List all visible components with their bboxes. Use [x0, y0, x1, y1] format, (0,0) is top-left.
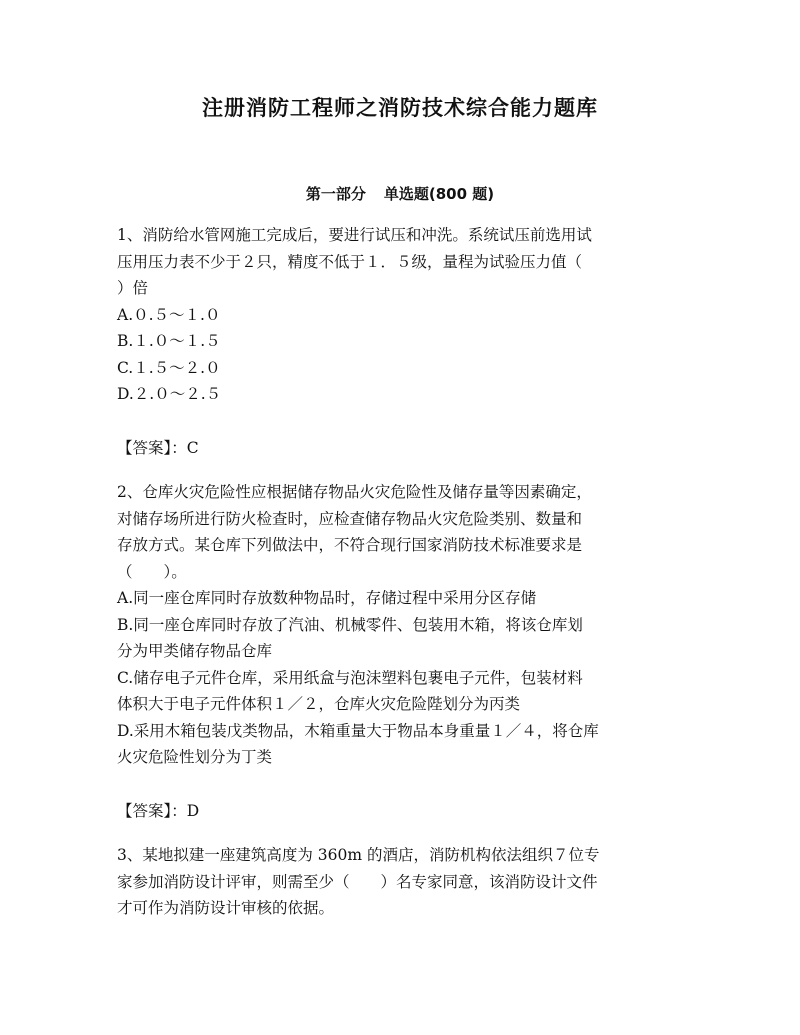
option-d: D.２.０～２.５	[117, 385, 222, 403]
option-d: D.采用木箱包装戊类物品，木箱重量大于物品本身重量１／４，将仓库	[117, 721, 599, 740]
question-stem-line: 1、消防给水管网施工完成后，要进行试压和冲洗。系统试压前选用试	[117, 226, 592, 244]
option-c: C.１.５～２.０	[117, 358, 221, 377]
question-1	[117, 222, 687, 461]
option-b: B.１.０～１.５	[117, 332, 221, 350]
question-stem-line: 才可作为消防设计审核的依据。	[117, 899, 335, 917]
section-name: 单选题(800 题)	[383, 185, 495, 203]
question-stem-line: 家参加消防设计评审，则需至少（ ）名专家同意，该消防设计文件	[117, 872, 598, 891]
document-title: 注册消防工程师之消防技术综合能力题库	[202, 96, 598, 120]
question-3	[117, 842, 687, 922]
section-heading	[0, 183, 800, 204]
question-stem-line: 压用压力表不少于２只，精度不低于１．５级，量程为试验压力值（	[117, 252, 583, 271]
option-d-continued: 火灾危险性划分为丁类	[117, 748, 273, 766]
question-stem-line: 3、某地拟建一座建筑高度为 360m 的酒店，消防机构依法组织７位专	[117, 846, 600, 864]
answer-value: C	[186, 438, 199, 457]
answer-value: D	[186, 801, 200, 820]
question-stem-line: 2、仓库火灾危险性应根据储存物品火灾危险性及储存量等因素确定，	[117, 483, 592, 501]
answer-label: 【答案】：	[117, 438, 187, 457]
question-2	[117, 479, 687, 824]
question-stem-line: 存放方式。某仓库下列做法中，不符合现行国家消防技术标准要求是	[117, 536, 583, 554]
question-stem-line: （ ）。	[117, 562, 187, 581]
answer-line	[117, 435, 687, 462]
question-stem-line: ）倍	[117, 279, 149, 297]
option-b: B.同一座仓库同时存放了汽油、机械零件、包装用木箱，将该仓库划	[117, 615, 583, 634]
question-stem-line: 对储存场所进行防火检查时，应检查储存物品火灾危险类别、数量和	[117, 509, 583, 528]
option-a: A.同一座仓库同时存放数种物品时，存储过程中采用分区存储	[117, 589, 537, 607]
option-c-continued: 体积大于电子元件体积１／２，仓库火灾危险陛划分为丙类	[117, 695, 521, 713]
option-c: C.储存电子元件仓库，采用纸盒与泡沫塑料包裹电子元件，包装材料	[117, 668, 583, 687]
option-b-continued: 分为甲类储存物品仓库	[117, 642, 273, 660]
question-list	[117, 222, 687, 922]
option-a: A.０.５～１.０	[117, 305, 221, 324]
section-part: 第一部分	[305, 185, 366, 203]
answer-label: 【答案】：	[117, 801, 187, 820]
answer-line	[117, 798, 687, 825]
